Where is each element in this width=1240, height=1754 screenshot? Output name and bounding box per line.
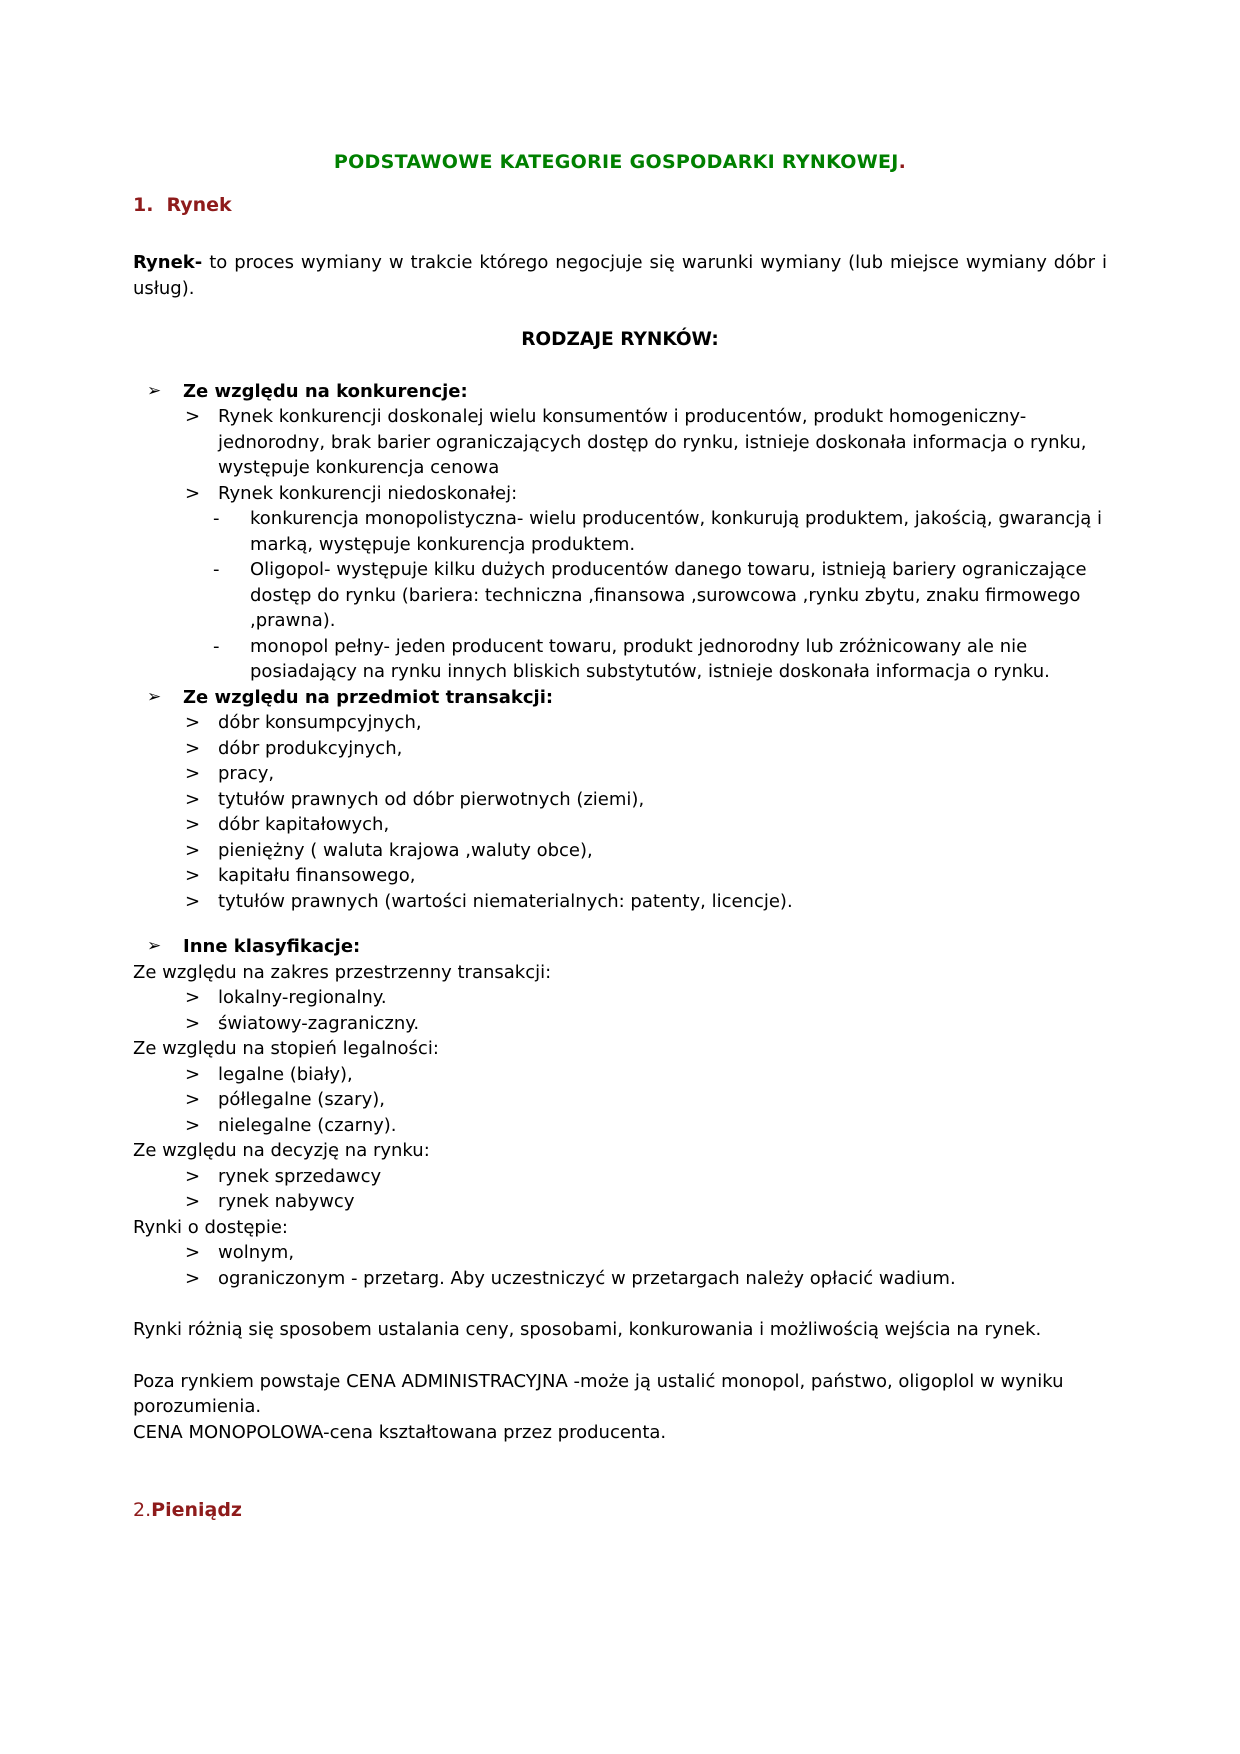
chevron-bullet-icon: > (185, 1191, 201, 1212)
chevron-bullet-icon: > (185, 406, 201, 427)
chevron-bullet-icon: > (185, 839, 201, 861)
list-subitem (133, 506, 1107, 557)
list-item-text: rynek nabywcy (218, 1191, 355, 1212)
dash-bullet-icon: - (213, 635, 220, 657)
closing-paragraph: Rynki różnią się sposobem ustalania ceny, sposobami, konkurowania i możliwością wejścia na rynek. (133, 1319, 1042, 1340)
chevron-bullet-icon: > (185, 1012, 201, 1034)
chevron-bullet-icon: > (185, 865, 201, 886)
list-subitem-text: konkurencja monopolistyczna- wielu producentów, konkurują produktem, jakością, gwarancją i marką, występuje konkurencja produktem. (250, 508, 1103, 555)
section-1-number: 1. (133, 193, 154, 216)
intro-lead: Rynek- (133, 252, 203, 273)
group-label: Ze względu na stopień legalności: (133, 1038, 439, 1059)
list-item (133, 404, 1107, 481)
chevron-bullet-icon: > (185, 890, 201, 912)
closing-paragraph: Poza rynkiem powstaje CENA ADMINISTRACYJNA -może ją ustalić monopol, państwo, oligoplol w wyniku porozumienia. (133, 1370, 1064, 1417)
intro-paragraph (133, 250, 1107, 301)
chevron-bullet-icon: > (185, 1063, 201, 1085)
list-item (133, 1087, 1107, 1113)
list-item (133, 787, 1107, 813)
list-subitem (133, 557, 1107, 634)
list-header-row (133, 934, 1107, 960)
list-item (133, 710, 1107, 736)
list-item (133, 812, 1107, 838)
list-item (133, 985, 1107, 1011)
document-title-period: . (898, 151, 907, 173)
list-item (133, 481, 1107, 507)
group-label: Rynki o dostępie: (133, 1216, 288, 1238)
list-item (133, 761, 1107, 787)
chevron-bullet-icon: > (185, 1242, 201, 1263)
list-item (133, 1240, 1107, 1266)
list-header-text: Ze względu na przedmiot transakcji: (183, 686, 554, 708)
list-item-text: dóbr kapitałowych, (218, 814, 390, 835)
list-header-row (133, 379, 1107, 405)
list-item-text: dóbr produkcyjnych, (218, 737, 403, 759)
subtitle: RODZAJE RYNKÓW: (521, 329, 719, 350)
list-item-text: rynek sprzedawcy (218, 1165, 382, 1187)
chevron-bullet-icon: > (185, 814, 201, 835)
arrow-bullet-icon: ➢ (147, 686, 162, 707)
list-item (133, 1164, 1107, 1190)
list-item-text: tytułów prawnych od dóbr pierwotnych (ziemi), (218, 788, 645, 810)
list-item-text: lokalny-regionalny. (218, 987, 387, 1008)
list-item-text: ograniczonym - przetarg. Aby uczestniczyć w przetargach należy opłacić wadium. (218, 1267, 956, 1289)
list-item (133, 1113, 1107, 1139)
dash-bullet-icon: - (213, 559, 220, 580)
list-item-text: światowy-zagraniczny. (218, 1012, 420, 1034)
arrow-bullet-icon: ➢ (147, 936, 162, 956)
list-item (133, 1189, 1107, 1215)
intro-text: to proces wymiany w trakcie którego negocjuje się warunki wymiany (lub miejsce wymiany dóbr i usług). (133, 252, 1107, 299)
chevron-bullet-icon: > (185, 712, 201, 733)
list-header-text: Ze względu na konkurencje: (183, 380, 468, 402)
list-item-text: tytułów prawnych (wartości niematerialnych: patenty, licencje). (218, 890, 793, 912)
group-label: Ze względu na decyzję na rynku: (133, 1140, 430, 1161)
list-item (133, 1266, 1107, 1292)
list-item-text: pieniężny ( waluta krajowa ,waluty obce), (218, 839, 593, 861)
list-item (133, 1062, 1107, 1088)
chevron-bullet-icon: > (185, 763, 201, 784)
list-item (133, 838, 1107, 864)
list-item-text: nielegalne (czarny). (218, 1114, 397, 1136)
chevron-bullet-icon: > (185, 1165, 201, 1187)
arrow-bullet-icon: ➢ (147, 380, 162, 401)
closing-paragraph: CENA MONOPOLOWA-cena kształtowana przez producenta. (133, 1421, 667, 1443)
section-2-title: Pieniądz (151, 1499, 242, 1521)
document-title (133, 150, 1107, 176)
chevron-bullet-icon: > (185, 1114, 201, 1136)
list-item (133, 889, 1107, 915)
list-item (133, 736, 1107, 762)
section-1-title: Rynek (166, 193, 232, 216)
dash-bullet-icon: - (213, 508, 220, 529)
chevron-bullet-icon: > (185, 987, 201, 1008)
chevron-bullet-icon: > (185, 1267, 201, 1289)
list-subitem-text: Oligopol- występuje kilku dużych producentów danego towaru, istnieją bariery ograniczające dostęp do rynku (bariera: techniczna ,finansowa ,surowcowa ,rynku zbytu, znaku firmowego ,prawna). (250, 559, 1087, 631)
document-title-text: PODSTAWOWE KATEGORIE GOSPODARKI RYNKOWEJ (333, 151, 899, 173)
list-header-row (133, 685, 1107, 711)
list-header-text: Inne klasyfikacje: (183, 936, 361, 957)
list-item-text: półlegalne (szary), (218, 1089, 385, 1110)
list-item-text: pracy, (218, 763, 275, 784)
section-1-heading (133, 193, 1107, 219)
list-item (133, 863, 1107, 889)
list-item-text: dóbr konsumpcyjnych, (218, 712, 422, 733)
list-item-text: wolnym, (218, 1242, 295, 1263)
list-item-text: legalne (biały), (218, 1063, 353, 1085)
chevron-bullet-icon: > (185, 737, 201, 759)
list-item (133, 1011, 1107, 1037)
chevron-bullet-icon: > (185, 788, 201, 810)
group-label: Ze względu na zakres przestrzenny transakcji: (133, 961, 552, 983)
chevron-bullet-icon: > (185, 482, 201, 504)
list-subitem-text: monopol pełny- jeden producent towaru, produkt jednorodny lub zróżnicowany ale nie posiadający na rynku innych bliskich substytutów, istnieje doskonała informacja o rynku. (250, 635, 1050, 682)
section-2-heading (133, 1498, 1107, 1524)
chevron-bullet-icon: > (185, 1089, 201, 1110)
list-item-text: kapitału finansowego, (218, 865, 416, 886)
list-subitem (133, 634, 1107, 685)
list-item-text: Rynek konkurencji doskonalej wielu konsumentów i producentów, produkt homogeniczny-jednorodny, brak barier ograniczających dostęp do rynku, istnieje doskonała informacja o rynku, występuje konkurencja cenowa (218, 406, 1087, 478)
section-2-number: 2. (133, 1499, 152, 1521)
list-item-text: Rynek konkurencji niedoskonałej: (218, 482, 518, 504)
